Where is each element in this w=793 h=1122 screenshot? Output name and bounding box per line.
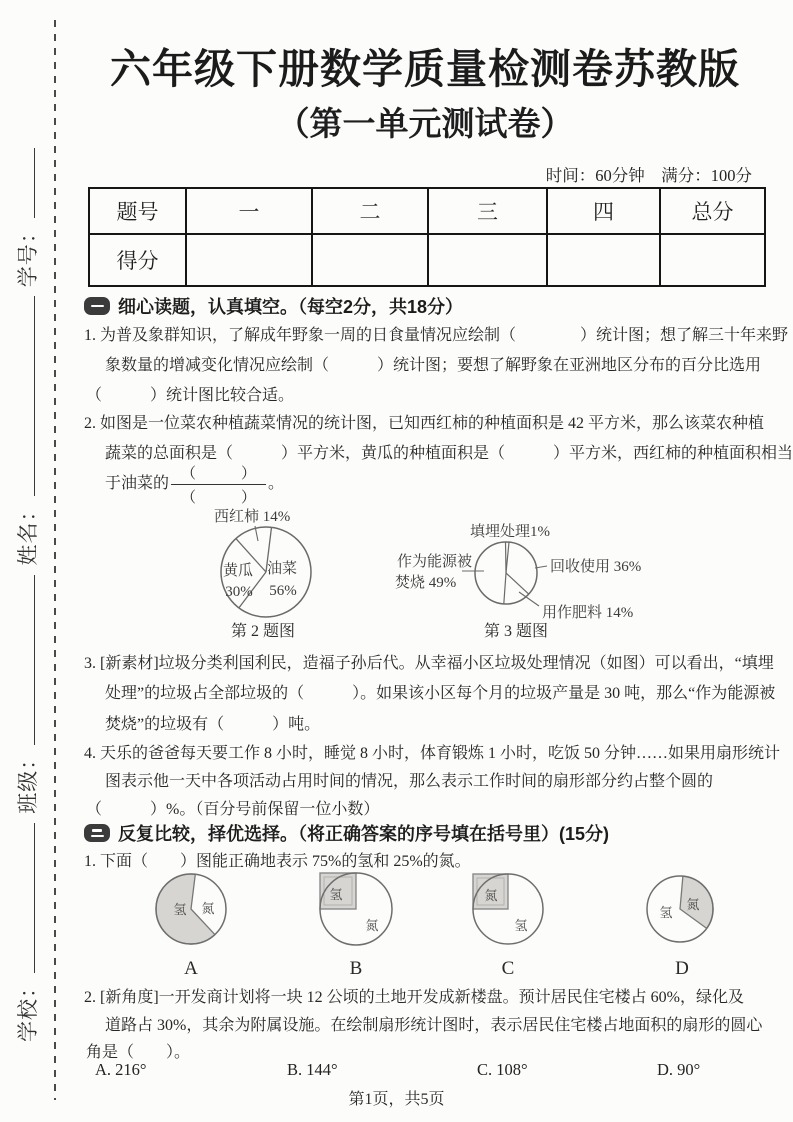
name-blank-line — [29, 297, 35, 497]
fraction-prefix: 于油菜的 — [105, 475, 170, 493]
q1-line: 1. 为普及象群知识，了解成年野象一周的日食量情况应绘制（ ）统计图；想了解三十年来野 — [84, 327, 789, 344]
section-two-badge-icon — [84, 824, 110, 842]
score-cell — [186, 234, 312, 286]
section1-title: 细心读题，认真填空。（每空2分，共18分） — [118, 297, 464, 317]
rape-pct-label: 56% — [269, 583, 297, 599]
page-number-footer: 第1页，共5页 — [348, 1091, 445, 1108]
fraction-denominator: （ ） — [171, 484, 266, 507]
rape-label: 油菜 — [266, 561, 298, 577]
score-header-cell: 题号 — [89, 188, 186, 234]
score-cell — [428, 234, 547, 286]
student-info-margin — [12, 145, 42, 1042]
option-a-shaded-label: 氢 — [173, 902, 187, 917]
option-pie-charts — [110, 868, 780, 980]
q3-line: 处理”的垃圾占全部垃圾的（ ）。如果该小区每个月的垃圾产量是 30 吨，那么“作为能源被 — [105, 685, 776, 702]
score-row-label: 得分 — [89, 234, 186, 286]
option-c-letter: C — [501, 958, 515, 979]
s2q1-line: 1. 下面（ ）图能正确地表示 75%的氢和 25%的氮。 — [84, 853, 471, 870]
score-header-cell: 三 — [428, 188, 547, 234]
score-cell — [660, 234, 765, 286]
burn-label-line2: 焚烧 49% — [395, 575, 457, 591]
option-d-letter: D — [675, 958, 689, 979]
score-header-cell: 四 — [547, 188, 660, 234]
option-c-shaded-label: 氮 — [484, 888, 498, 903]
figure2-caption: 第 2 题图 — [230, 623, 296, 640]
fraction-numerator: （ ） — [181, 466, 257, 482]
option-d-white-label: 氢 — [659, 905, 673, 920]
answer-option-a: A. 216° — [95, 1060, 147, 1079]
q4-line: 4. 天乐的爸爸每天要工作 8 小时，睡觉 8 小时，体育锻炼 1 小时，吃饭 50 分钟……如果用扇形统计 — [84, 745, 781, 762]
tomato-label: 西红柿 14% — [214, 509, 291, 525]
section2-title: 反复比较，择优选择。（将正确答案的序号填在括号里）(15分) — [118, 824, 610, 844]
school-label: 学校： — [16, 976, 40, 1042]
time-score-meta: 时间：60分钟 满分：100分 — [545, 166, 752, 185]
option-b-white-label: 氮 — [365, 918, 379, 933]
figure3-caption: 第 3 题图 — [483, 623, 549, 640]
q1-line: （ ）统计图比较合适。 — [86, 387, 295, 404]
s2q2-line: 角是（ ）。 — [86, 1044, 191, 1061]
seal-dashed-line — [54, 20, 56, 1100]
q4-line: （ ）%。（百分号前保留一位小数） — [86, 801, 380, 818]
score-header-cell: 二 — [312, 188, 428, 234]
option-b-shaded-label: 氢 — [329, 887, 343, 902]
paper-title: 六年级下册数学质量检测卷苏教版 — [110, 46, 740, 92]
fraction-suffix: 。 — [268, 475, 285, 493]
answer-option-c: C. 108° — [477, 1060, 528, 1079]
pie3-divider — [504, 573, 506, 604]
q2-line: 2. 如图是一位菜农种植蔬菜情况的统计图，已知西红柿的种植面积是 42 平方米，那么该菜农种植 — [84, 415, 765, 432]
section-one-badge-icon — [84, 297, 110, 315]
student-no-label: 学号： — [16, 221, 40, 288]
option-a-white-label: 氮 — [201, 901, 215, 916]
option-d-shaded-label: 氮 — [686, 897, 700, 912]
s2q2-line: 道路占 30%，其余为附属设施。在绘制扇形统计图时，表示居民住宅楼占地面积的扇形的圆心 — [105, 1017, 763, 1034]
q3-line: 3. [新素材]垃圾分类利国利民，造福子孙后代。从幸福小区垃圾处理情况（如图）可以看出，“填埋 — [84, 655, 774, 672]
pie3-divider — [506, 573, 529, 594]
school-blank-line — [29, 823, 35, 973]
s2q2-line: 2. [新角度]一开发商计划将一块 12 公顷的土地开发成新楼盘。预计居民住宅楼占 60%，绿化及 — [84, 989, 744, 1006]
score-table-value-row — [89, 234, 765, 286]
landfill-label: 填埋处理1% — [470, 524, 550, 540]
q4-line: 图表示他一天中各项活动占用时间的情况，那么表示工作时间的扇形部分约占整个圆的 — [105, 773, 714, 790]
section1-header — [84, 293, 463, 319]
option-a-letter: A — [184, 958, 198, 979]
score-cell — [312, 234, 428, 286]
burn-label-line1: 作为能源被 — [397, 554, 473, 570]
cucumber-label: 黄瓜 — [222, 563, 254, 579]
answer-option-d: D. 90° — [657, 1060, 701, 1079]
class-blank-line — [29, 575, 35, 745]
question2-pie-chart — [200, 500, 340, 642]
answer-option-b: B. 144° — [287, 1060, 338, 1079]
score-header-cell: 一 — [186, 188, 312, 234]
score-table-header-row — [89, 188, 765, 234]
pie3-divider — [506, 542, 509, 573]
option-b-letter: B — [349, 958, 363, 979]
q2-line: 蔬菜的总面积是（ ）平方米，黄瓜的种植面积是（ ）平方米，西红柿的种植面积相当 — [105, 445, 793, 462]
paper-subtitle: （第一单元测试卷） — [276, 107, 574, 143]
q3-line: 焚烧”的垃圾有（ ）吨。 — [105, 716, 321, 733]
section2-header — [84, 820, 609, 846]
fertilizer-label: 用作肥料 14% — [542, 605, 634, 621]
score-table — [88, 187, 766, 287]
question3-pie-chart — [385, 500, 655, 642]
q1-line: 象数量的增减变化情况应绘制（ ）统计图；要想了解野象在亚洲地区分布的百分比选用 — [105, 357, 762, 374]
name-label: 姓名： — [16, 499, 40, 566]
student-no-blank-line — [29, 148, 35, 218]
class-label: 班级： — [16, 747, 40, 814]
option-c-white-label: 氢 — [514, 918, 528, 933]
score-header-cell: 总分 — [660, 188, 765, 234]
recycle-label: 回收使用 36% — [550, 559, 642, 575]
cucumber-pct-label: 30% — [225, 584, 253, 600]
score-cell — [547, 234, 660, 286]
